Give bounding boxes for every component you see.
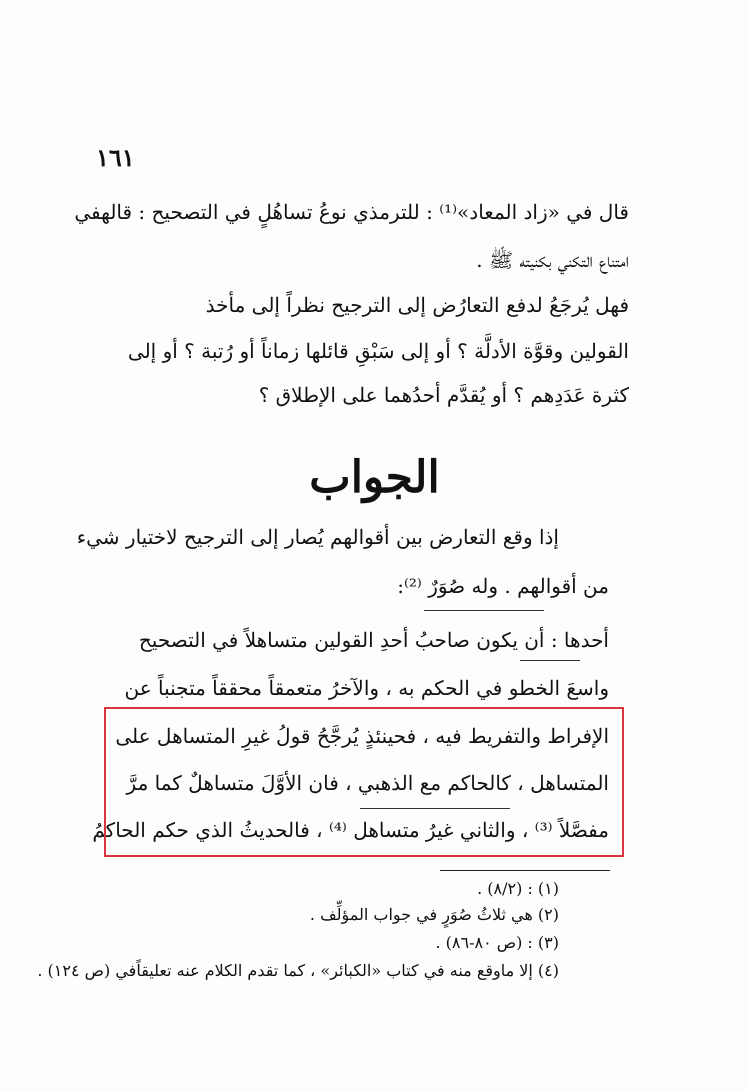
answer-line-2: من أقوالهم . وله صُوَرٌ ⁽²⁾:	[397, 574, 609, 598]
answer-line-3: أحدها : أن يكون صاحبُ أحدِ القولين متساهلاً في التصحيح	[138, 628, 609, 652]
question-line-4: القولين وقوَّة الأدلَّة ؟ أو إلى سَبْقِ قائلها زماناً أو رُتبة ؟ أو إلى	[127, 339, 629, 363]
question-line-5: كثرة عَدَدِهم ؟ أو يُقدَّم أحدُهما على الإطلاق ؟	[258, 383, 629, 407]
answer-line-7: مفصَّلاً ⁽³⁾ ، والثاني غيرُ متساهل ⁽⁴⁾ ، فالحديثُ الذي حكم الحاكمُ	[92, 818, 609, 842]
underline-mark	[424, 610, 544, 611]
footnote-4: (٤) إلا ماوقع منه في كتاب «الكبائر» ، كما تقدم الكلام عنه تعليقاًفي (ص ١٢٤) .	[37, 961, 559, 980]
answer-line-5: الإفراط والتفريط فيه ، فحينئذٍ يُرجَّحُ قولُ غيرِ المتساهل على	[115, 724, 609, 748]
section-heading: الجواب	[309, 452, 440, 503]
answer-line-1: إذا وقع التعارض بين أقوالهم يُصار إلى الترجيح لاختيار شيء	[76, 525, 559, 549]
question-line-1: قال في «زاد المعاد»⁽¹⁾ : للترمذي نوعُ تساهُلٍ في التصحيح : قالهفي	[74, 200, 629, 224]
highlight-box	[104, 707, 624, 857]
underline-mark	[520, 660, 580, 661]
footnote-2: (٢) هي ثلاثُ صُوَرٍ في جواب المؤلِّف .	[309, 905, 559, 924]
page-number: ١٦١	[96, 143, 135, 172]
footnote-3: (٣) : (ص ٨٠-٨٦) .	[435, 933, 559, 952]
answer-line-4: واسعَ الخطو في الحكم به ، والآخرُ متعمقاً محققاً متجنباً عن	[124, 676, 609, 700]
footnote-1: (١) : (٨/٢) .	[477, 879, 559, 898]
question-line-3: فهل يُرجَعُ لدفع التعارُض إلى الترجيح نظراً إلى مأخذ	[205, 293, 629, 317]
question-line-2: امتناع التكني بكنيته ﷺ .	[476, 248, 629, 272]
answer-line-6: المتساهل ، كالحاكم مع الذهبي ، فان الأوَّلَ متساهلٌ كما مرَّ	[126, 771, 609, 795]
footnote-divider	[440, 870, 610, 871]
